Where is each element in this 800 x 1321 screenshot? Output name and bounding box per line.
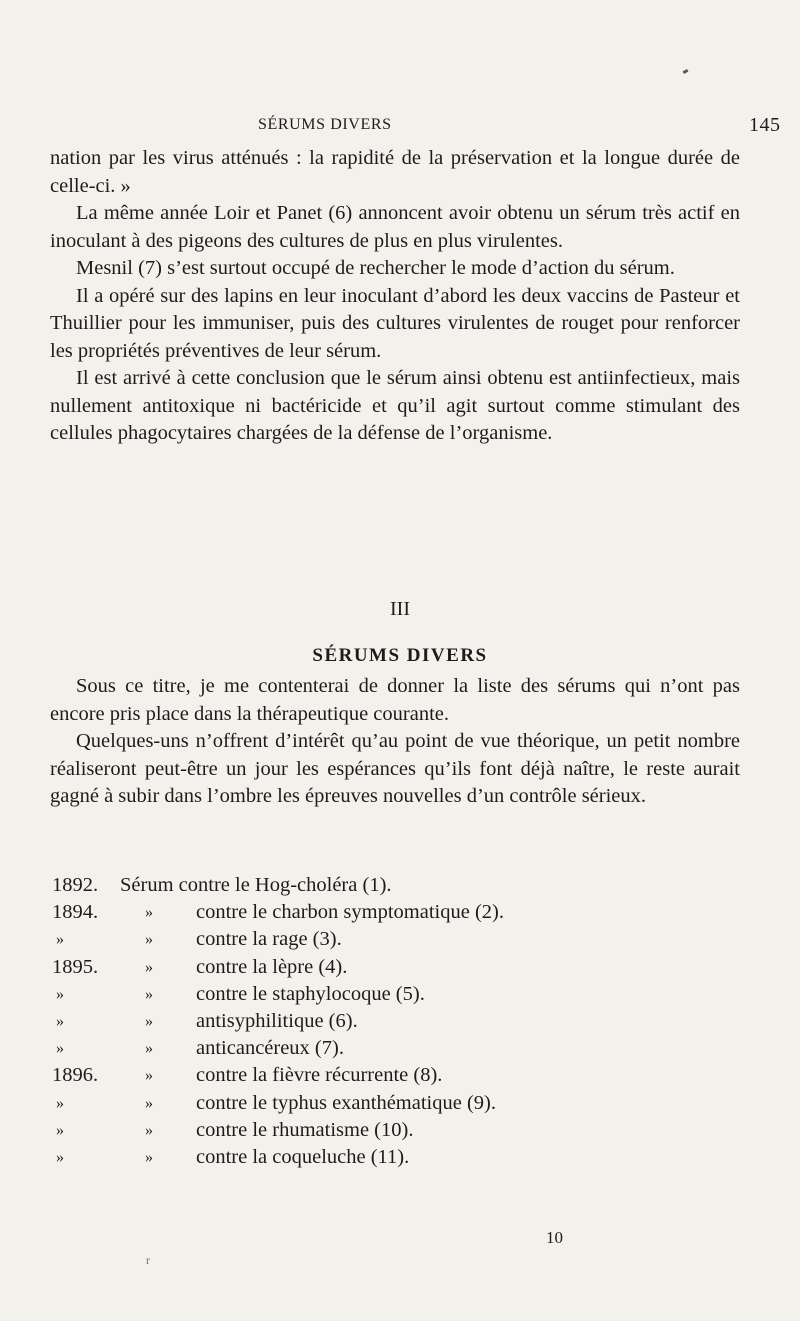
- paragraph: nation par les virus atténués : la rapidité de la préservation et la longue durée de celle-ci. »: [50, 147, 740, 197]
- ditto-mark: »: [145, 904, 153, 922]
- body-text-top: [50, 145, 740, 448]
- list-item: [52, 1008, 772, 1035]
- paragraph: Quelques-uns n’offrent d’intérêt qu’au point de vue théorique, un petit nombre réaliseront peut-être un jour les espérances qu’ils font déjà naître, le reste aurait gagné à subir dans l’ombre les épreuves nouvelles d’un contrôle sérieux.: [50, 730, 740, 807]
- list-item: [52, 954, 772, 981]
- ditto-mark: »: [145, 1148, 153, 1166]
- paragraph: Mesnil (7) s’est surtout occupé de rechercher le mode d’action du sérum.: [76, 257, 675, 279]
- list-year: »: [56, 1040, 64, 1058]
- serum-list: [52, 872, 772, 1171]
- ditto-mark: »: [145, 931, 153, 949]
- body-text-section: [50, 673, 740, 811]
- ink-speck: [683, 69, 689, 74]
- list-year: »: [56, 1121, 64, 1139]
- ditto-mark: »: [145, 1067, 153, 1085]
- list-text: anticancéreux (7).: [196, 1037, 344, 1060]
- list-item: [52, 872, 772, 899]
- list-item: [52, 926, 772, 953]
- ditto-mark: »: [145, 985, 153, 1003]
- list-item: [52, 1117, 772, 1144]
- list-item: [52, 1035, 772, 1062]
- list-text: contre le rhumatisme (10).: [196, 1118, 414, 1141]
- list-text: contre le charbon symptomatique (2).: [196, 901, 504, 924]
- list-text: contre la fièvre récurrente (8).: [196, 1064, 443, 1087]
- list-text: contre la coqueluche (11).: [196, 1145, 410, 1168]
- ditto-mark: »: [145, 1012, 153, 1030]
- list-year: 1895.: [52, 955, 99, 978]
- list-item: [52, 981, 772, 1008]
- list-year: »: [56, 1012, 64, 1030]
- list-text: contre le typhus exanthématique (9).: [196, 1091, 496, 1114]
- ditto-mark: »: [145, 1094, 153, 1112]
- section-title: SÉRUMS DIVERS: [312, 645, 488, 666]
- list-year: »: [56, 1094, 64, 1112]
- ditto-mark: »: [145, 1121, 153, 1139]
- list-text: contre la rage (3).: [196, 928, 342, 951]
- list-year: »: [56, 931, 64, 949]
- paragraph: Il a opéré sur des lapins en leur inoculant d’abord les deux vaccins de Pasteur et Thuillier pour les immuniser, puis des cultures virulentes de rouget pour renforcer les propriétés préventives de leur sérum.: [50, 284, 740, 362]
- list-item: [52, 899, 772, 926]
- running-head: [0, 116, 800, 138]
- paragraph: Il est arrivé à cette conclusion que le sérum ainsi obtenu est antiinfectieux, mais nullement antitoxique ni bactéricide et qu’il agit surtout comme stimulant des cellules phagocytaires chargées de la défense de l’organisme.: [50, 367, 740, 444]
- list-year: 1894.: [52, 901, 99, 924]
- list-year: »: [56, 1148, 64, 1166]
- list-year: 1896.: [52, 1064, 99, 1087]
- list-text: contre la lèpre (4).: [196, 955, 348, 978]
- list-text: antisyphilitique (6).: [196, 1009, 358, 1032]
- ditto-mark: »: [145, 1040, 153, 1058]
- list-item: [52, 1062, 772, 1089]
- list-text: contre le staphylocoque (5).: [196, 982, 425, 1005]
- list-item: [52, 1090, 772, 1117]
- list-year: 1892.: [52, 874, 99, 896]
- running-title: SÉRUMS DIVERS: [258, 116, 392, 133]
- paragraph: Sous ce titre, je me contenterai de donner la liste des sérums qui n’ont pas encore pris place dans la thérapeutique courante.: [50, 675, 740, 725]
- stray-mark: r: [146, 1253, 150, 1267]
- list-item: [52, 1144, 772, 1171]
- signature-mark: 10: [546, 1228, 563, 1247]
- list-text: Sérum contre le Hog-choléra (1).: [120, 874, 392, 896]
- ditto-mark: »: [145, 958, 153, 976]
- list-year: »: [56, 985, 64, 1003]
- paragraph: La même année Loir et Panet (6) annoncent avoir obtenu un sérum très actif en inoculant à des pigeons des cultures de plus en plus virulentes.: [50, 202, 740, 252]
- page-number: 145: [749, 114, 781, 136]
- section-number: III: [390, 598, 410, 620]
